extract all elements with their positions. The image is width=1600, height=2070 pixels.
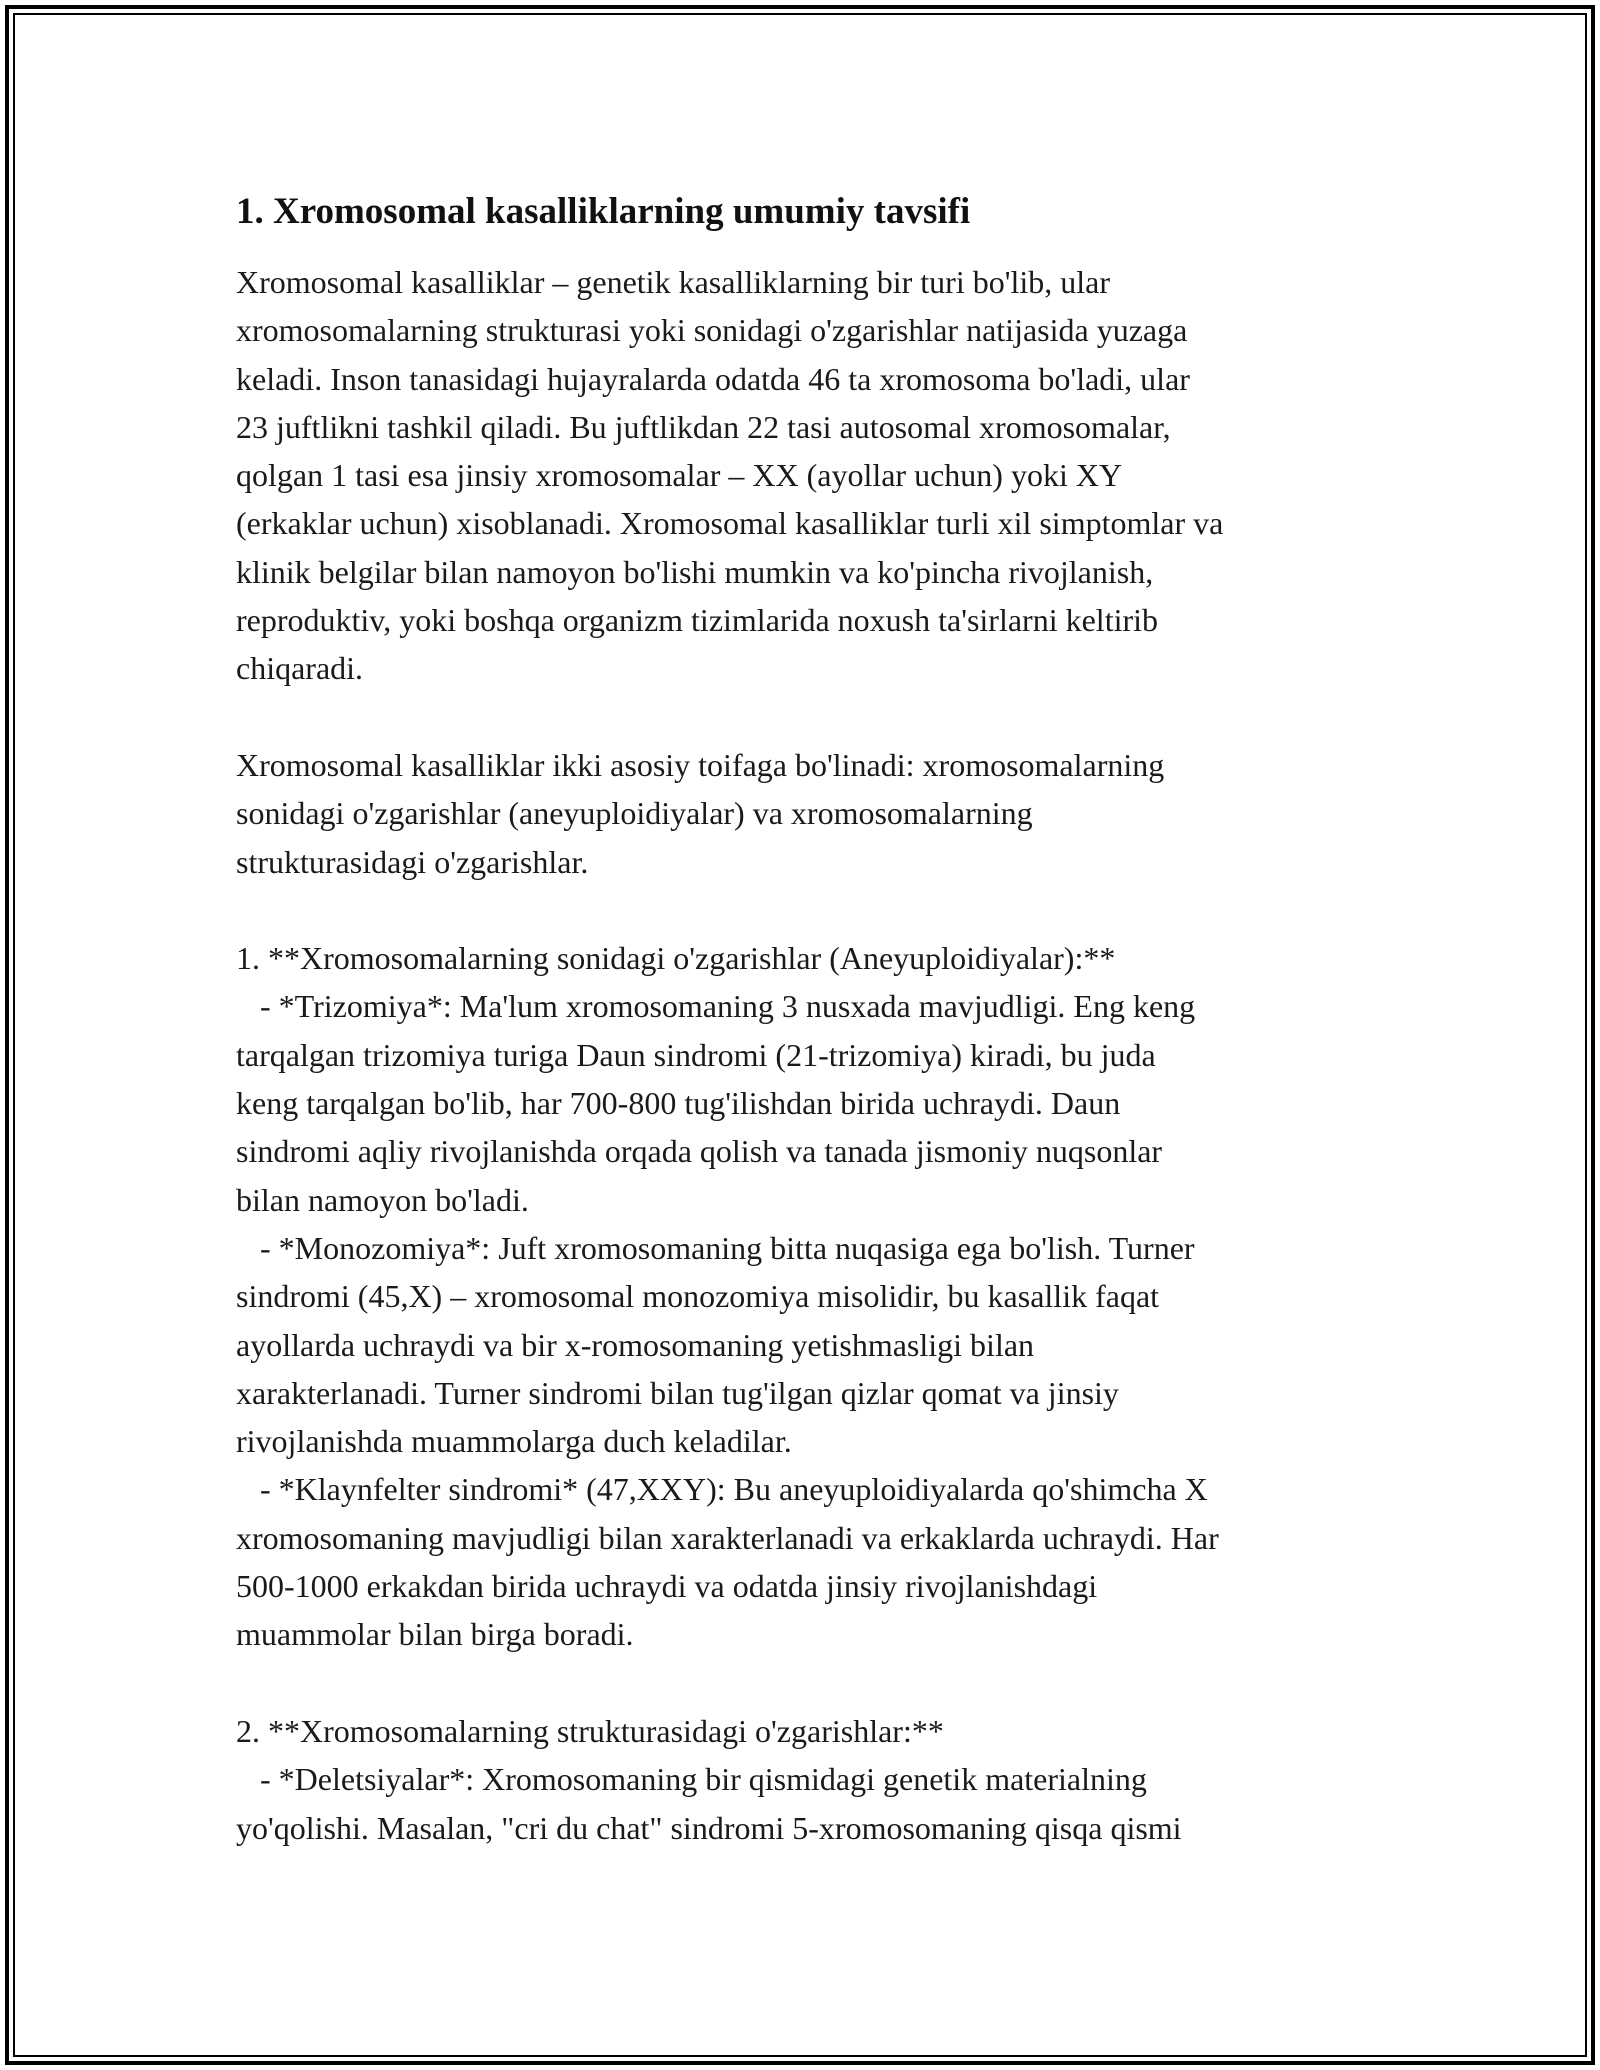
text-line: xromosomalarning strukturasi yoki sonidagi o'zgarishlar natijasida yuzaga — [236, 312, 1188, 349]
text-line: xarakterlanadi. Turner sindromi bilan tug'ilgan qizlar qomat va jinsiy — [236, 1374, 1119, 1411]
text-line: - *Monozomiya*: Juft xromosomaning bitta nuqasiga ega bo'lish. Turner — [236, 1229, 1195, 1266]
text-line: sindromi (45,X) – xromosomal monozomiya misolidir, bu kasallik faqat — [236, 1278, 1160, 1315]
text-line: muammolar bilan birga boradi. — [236, 1616, 634, 1653]
text-line: strukturasidagi o'zgarishlar. — [236, 843, 589, 880]
text-line: 500-1000 erkakdan birida uchraydi va odatda jinsiy rivojlanishdagi — [236, 1568, 1098, 1605]
text-line: keng tarqalgan bo'lib, har 700-800 tug'ilishdan birida uchraydi. Daun — [236, 1085, 1121, 1122]
text-line: keladi. Inson tanasidagi hujayralarda odatda 46 ta xromosoma bo'ladi, ular — [236, 360, 1190, 397]
text-line: qolgan 1 tasi esa jinsiy xromosomalar – XX (ayollar uchun) yoki XY — [236, 457, 1123, 494]
text-line: Xromosomal kasalliklar ikki asosiy toifaga bo'linadi: xromosomalarning — [236, 746, 1165, 783]
text-line: reproduktiv, yoki boshqa organizm tizimlarida noxush ta'sirlarni keltirib — [236, 602, 1159, 639]
text-line: ayollarda uchraydi va bir x-romosomaning yetishmasligi bilan — [236, 1326, 1035, 1363]
text-line: chiqaradi. — [236, 650, 364, 687]
blank-line — [236, 886, 1406, 934]
text-line: (erkaklar uchun) xisoblanadi. Xromosomal kasalliklar turli xil simptomlar va — [236, 505, 1224, 542]
text-line: klinik belgilar bilan namoyon bo'lishi mumkin va ko'pincha rivojlanish, — [236, 553, 1154, 590]
blank-line — [236, 1659, 1406, 1707]
text-line: 2. **Xromosomalarning strukturasidagi o'zgarishlar:** — [236, 1712, 944, 1749]
section-heading: 1. Xromosomal kasalliklarning umumiy tavsifi — [236, 191, 971, 232]
text-line: bilan namoyon bo'ladi. — [236, 1181, 529, 1218]
text-line: 1. **Xromosomalarning sonidagi o'zgarishlar (Aneyuploidiyalar):** — [236, 940, 1116, 977]
text-line: sindromi aqliy rivojlanishda orqada qolish va tanada jismoniy nuqsonlar — [236, 1133, 1163, 1170]
blank-line — [236, 693, 1406, 741]
document-body — [236, 188, 1406, 1852]
text-line: tarqalgan trizomiya turiga Daun sindromi (21-trizomiya) kiradi, bu juda — [236, 1036, 1156, 1073]
text-line: yo'qolishi. Masalan, "cri du chat" sindromi 5-xromosomaning qisqa qismi — [236, 1809, 1182, 1846]
text-line: rivojlanishda muammolarga duch keladilar. — [236, 1423, 792, 1460]
text-line: - *Klaynfelter sindromi* (47,XXY): Bu aneyuploidiyalarda qo'shimcha X — [236, 1471, 1208, 1508]
text-line: - *Deletsiyalar*: Xromosomaning bir qismidagi genetik materialning — [236, 1761, 1147, 1798]
text-line: sonidagi o'zgarishlar (aneyuploidiyalar) va xromosomalarning — [236, 795, 1033, 832]
text-line: Xromosomal kasalliklar – genetik kasalliklarning bir turi bo'lib, ular — [236, 264, 1111, 300]
text-line: xromosomaning mavjudligi bilan xarakterlanadi va erkaklarda uchraydi. Har — [236, 1519, 1219, 1556]
text-line: - *Trizomiya*: Ma'lum xromosomaning 3 nusxada mavjudligi. Eng keng — [236, 988, 1196, 1025]
text-line: 23 juftlikni tashkil qiladi. Bu juftlikdan 22 tasi autosomal xromosomalar, — [236, 408, 1171, 445]
document-text — [236, 258, 1406, 1852]
